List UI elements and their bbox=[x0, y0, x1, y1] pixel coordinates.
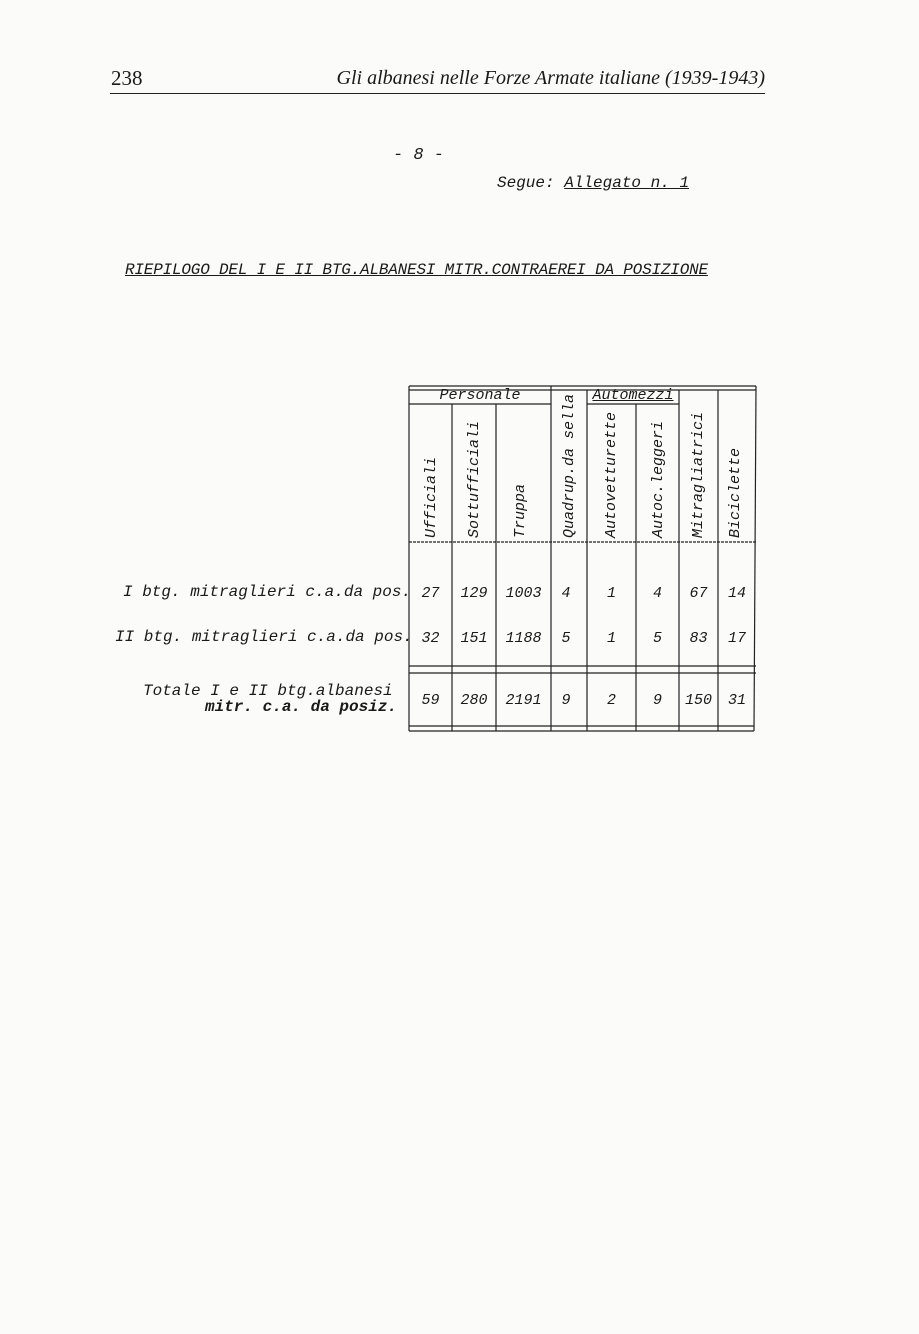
page-number: 238 bbox=[111, 66, 143, 90]
table-cell: 1188 bbox=[505, 630, 542, 647]
row-label-total-line2: mitr. c.a. da posiz. bbox=[205, 698, 398, 716]
table-cell: 2 bbox=[606, 692, 616, 709]
table-cell: 17 bbox=[727, 630, 746, 647]
table-cell: 32 bbox=[421, 630, 440, 647]
table-cell: 14 bbox=[727, 585, 746, 602]
row-label-total-line1: Totale I e II btg.albanesi bbox=[143, 682, 393, 700]
table-cell: 129 bbox=[460, 585, 488, 602]
table-cell: 9 bbox=[561, 692, 571, 709]
table-cell: 4 bbox=[561, 585, 571, 602]
table-cell: 31 bbox=[727, 692, 746, 709]
table-cell: 280 bbox=[460, 692, 488, 709]
table-cell: 83 bbox=[689, 630, 708, 647]
segue-prefix: Segue: bbox=[497, 174, 555, 192]
table-cell: 4 bbox=[652, 585, 662, 602]
group-header-personale: Personale bbox=[439, 387, 521, 404]
document-title: RIEPILOGO DEL I E II BTG.ALBANESI MITR.CONTRAEREI DA POSIZIONE bbox=[125, 261, 708, 279]
table-cell: 59 bbox=[421, 692, 440, 709]
group-header-automezzi: Automezzi bbox=[592, 387, 674, 404]
table-cell: 9 bbox=[652, 692, 662, 709]
table-cell: 151 bbox=[460, 630, 488, 647]
document-page-marker: - 8 - bbox=[393, 146, 445, 165]
table-cell: 1003 bbox=[505, 585, 542, 602]
table-cell: 5 bbox=[561, 630, 571, 647]
column-header-ufficiali: Ufficiali bbox=[423, 456, 440, 538]
column-header-autovetturette: Autovetturette bbox=[603, 411, 620, 538]
column-header-truppa: Truppa bbox=[512, 483, 529, 538]
row-label-btg-2: II btg. mitraglieri c.a.da pos. bbox=[115, 628, 413, 646]
table-cell: 67 bbox=[689, 585, 708, 602]
column-header-mitragliatrici: Mitragliatrici bbox=[690, 411, 707, 538]
column-header-autocarri-leggeri: Autoc.leggeri bbox=[650, 420, 667, 538]
running-title: Gli albanesi nelle Forze Armate italiane (1939-1943) bbox=[336, 67, 765, 89]
table-cell: 5 bbox=[652, 630, 662, 647]
column-header-biciclette: Biciclette bbox=[727, 447, 744, 538]
table-cell: 2191 bbox=[505, 692, 542, 709]
column-header-quadrupedi: Quadrup.da sella bbox=[561, 393, 578, 538]
table-cell: 1 bbox=[606, 630, 616, 647]
table-cell: 1 bbox=[606, 585, 616, 602]
column-header-sottufficiali: Sottufficiali bbox=[466, 420, 483, 538]
table-cell: 150 bbox=[684, 692, 712, 709]
row-label-btg-1: I btg. mitraglieri c.a.da pos. bbox=[123, 583, 412, 601]
table-cell: 27 bbox=[421, 585, 440, 602]
segue-attachment-link: Allegato n. 1 bbox=[564, 174, 690, 192]
